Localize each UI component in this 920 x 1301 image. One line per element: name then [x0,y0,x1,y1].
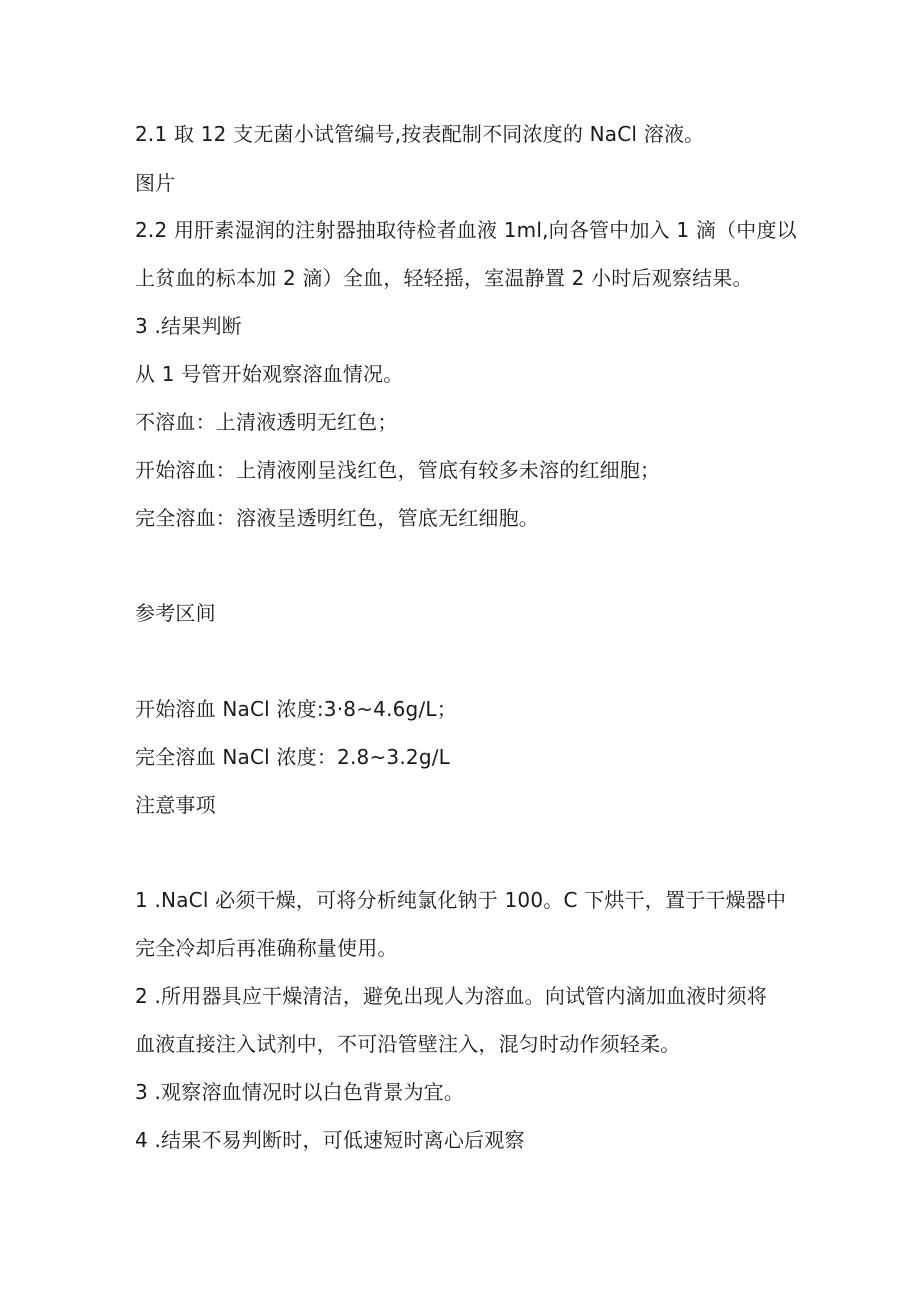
section-2-2-text-line-2: 上贫血的标本加 2 滴）全血，轻轻摇，室温静置 2 小时后观察结果。 [135,266,753,290]
section-2-2-text-line-1: 2.2 用肝素湿润的注射器抽取待检者血液 1ml,向各管中加入 1 滴（中度以 [135,218,797,242]
initial-hemolysis-criteria: 开始溶血：上清液刚呈浅红色，管底有较多未溶的红细胞； [135,458,661,482]
complete-hemolysis-range: 完全溶血 NaCl 浓度：2.8~3.2g∕L [135,745,451,769]
precaution-3-text: 3 .观察溶血情况时以白色背景为宜。 [135,1080,465,1104]
section-3-heading: 3 .结果判断 [135,314,242,338]
observation-instruction: 从 1 号管开始观察溶血情况。 [135,362,404,386]
section-2-1-text: 2.1 取 12 支无菌小试管编号,按表配制不同浓度的 NaCl 溶液。 [135,122,705,146]
precaution-4-text: 4 .结果不易判断时，可低速短时离心后观察 [135,1128,525,1152]
reference-range-heading: 参考区间 [135,601,216,625]
precautions-heading: 注意事项 [135,793,216,817]
precaution-2-line-1: 2 .所用器具应干燥清洁，避免出现人为溶血。向试管内滴加血液时须将 [135,984,768,1008]
precaution-1-line-2: 完全冷却后再准确称量使用。 [135,936,398,960]
precaution-1-line-1: 1 .NaCl 必须干燥，可将分析纯氯化钠于 100。C 下烘干，置于干燥器中 [135,888,787,912]
precaution-2-line-2: 血液直接注入试剂中，不可沿管壁注入，混匀时动作须轻柔。 [135,1032,681,1056]
image-placeholder-label: 图片 [135,171,176,195]
initial-hemolysis-range: 开始溶血 NaCl 浓度:3·8~4.6g∕L； [135,697,457,721]
complete-hemolysis-criteria: 完全溶血：溶液呈透明红色，管底无红细胞。 [135,506,539,530]
no-hemolysis-criteria: 不溶血：上清液透明无红色； [135,410,398,434]
